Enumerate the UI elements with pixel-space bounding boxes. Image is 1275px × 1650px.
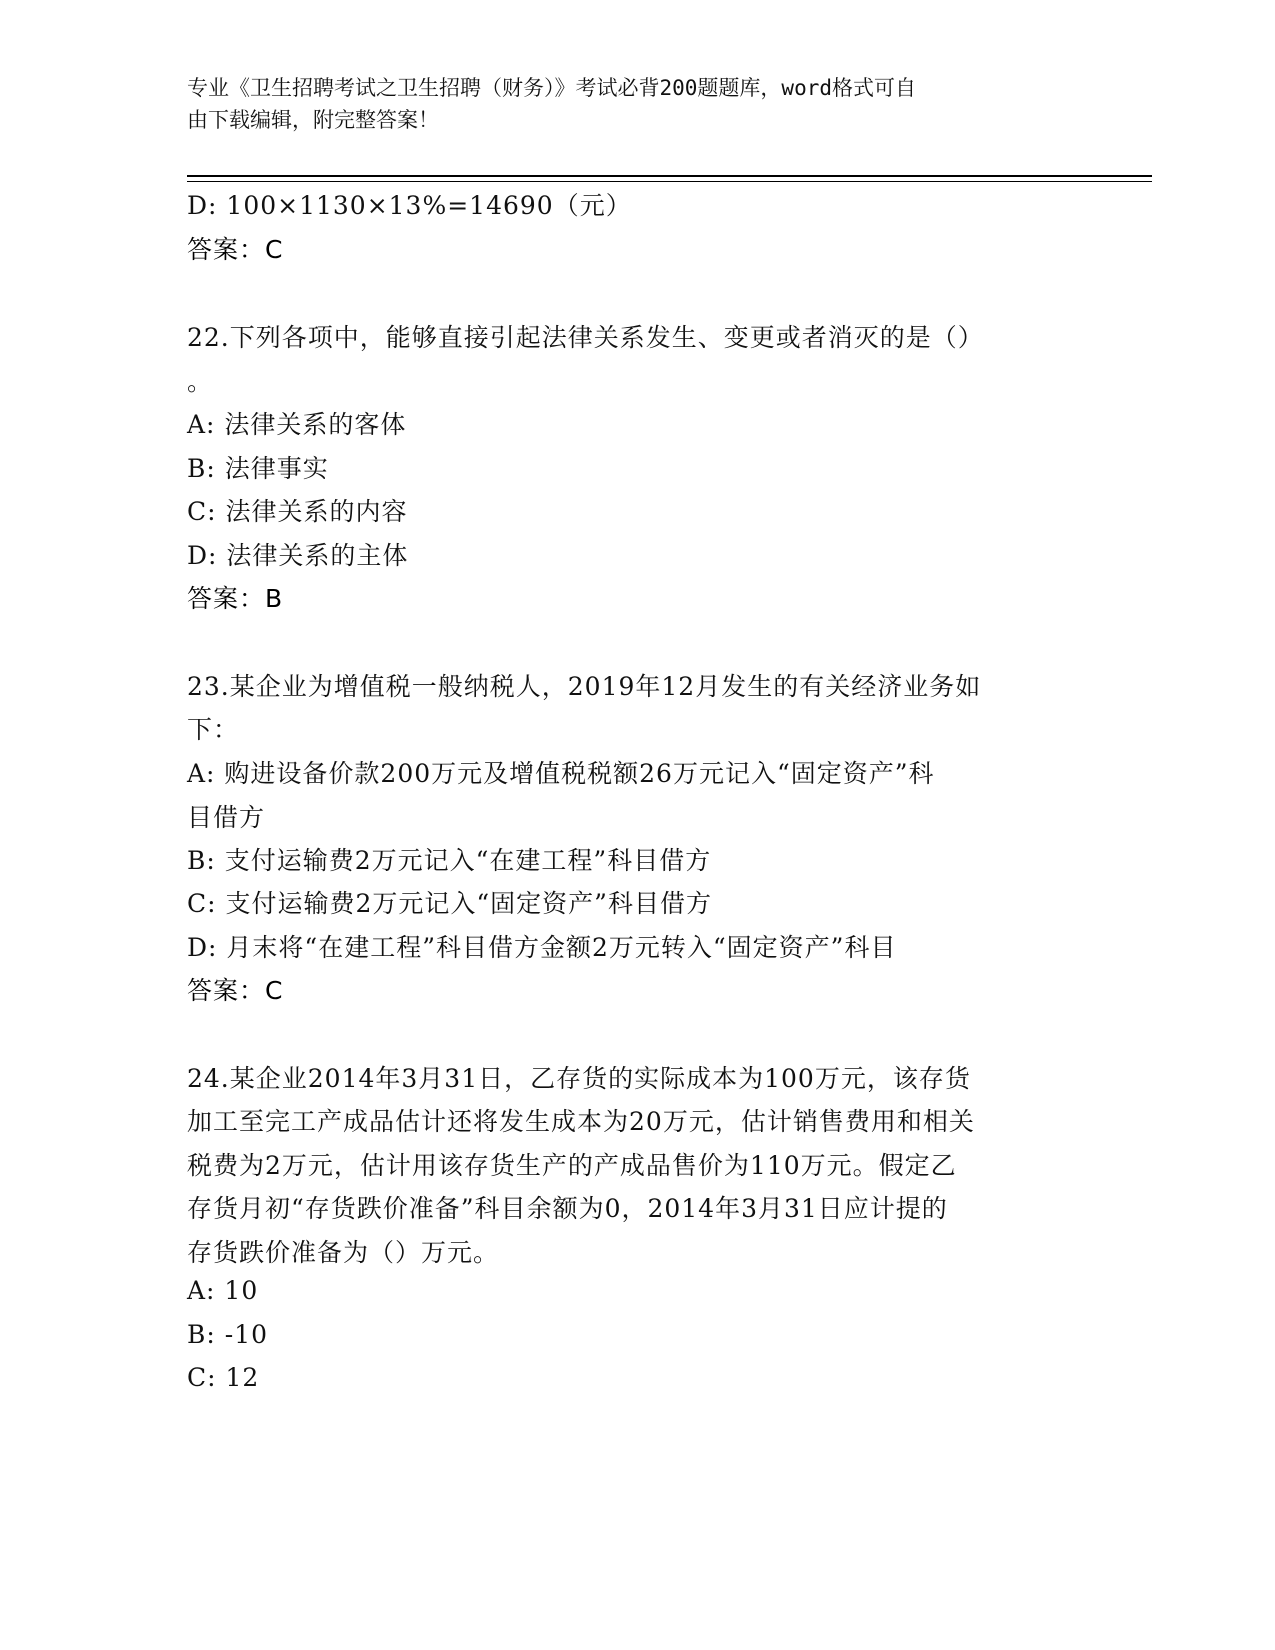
q23-option-d: D: 月末将“在建工程”科目借方金额2万元转入“固定资产”科目: [187, 933, 897, 962]
q22-stem-line-1: 22.下列各项中，能够直接引起法律关系发生、变更或者消灭的是（）: [187, 323, 984, 352]
q24-option-a: A: 10: [187, 1276, 259, 1305]
q24-stem-line-1: 24.某企业2014年3月31日，乙存货的实际成本为100万元，该存货: [187, 1064, 971, 1093]
q24-option-b: B: -10: [187, 1320, 268, 1349]
header-line-1: 专业《卫生招聘考试之卫生招聘（财务）》考试必背200题题库，word格式可自: [187, 76, 916, 100]
document-header: [187, 72, 1067, 136]
q21-answer: 答案：C: [187, 235, 284, 264]
header-divider-thick: [187, 175, 1152, 177]
q23-answer: 答案：C: [187, 976, 284, 1005]
q24-stem-line-3: 税费为2万元，估计用该存货生产的产成品售价为110万元。假定乙: [187, 1151, 957, 1180]
q23-stem-line-2: 下：: [187, 715, 240, 744]
q24-stem-line-2: 加工至完工产成品估计还将发生成本为20万元，估计销售费用和相关: [187, 1107, 975, 1136]
q23-option-b: B: 支付运输费2万元记入“在建工程”科目借方: [187, 846, 712, 875]
q24-stem-line-4: 存货月初“存货跌价准备”科目余额为0，2014年3月31日应计提的: [187, 1194, 948, 1223]
header-divider-thin: [187, 181, 1152, 182]
q23-option-c: C: 支付运输费2万元记入“固定资产”科目借方: [187, 889, 712, 918]
q22-stem-line-2: 。: [187, 367, 214, 396]
q22-option-b: B: 法律事实: [187, 454, 329, 483]
q22-answer: 答案：B: [187, 584, 284, 613]
q22-option-a: A: 法律关系的客体: [187, 410, 407, 439]
q23-option-a-line-2: 目借方: [187, 803, 266, 832]
q24-stem-line-5: 存货跌价准备为（）万元。: [187, 1238, 500, 1267]
q22-option-c: C: 法律关系的内容: [187, 497, 408, 526]
q23-stem-line-1: 23.某企业为增值税一般纳税人，2019年12月发生的有关经济业务如: [187, 672, 982, 701]
q21-option-d: D: 100×1130×13%=14690（元）: [187, 191, 632, 220]
q23-option-a-line-1: A: 购进设备价款200万元及增值税税额26万元记入“固定资产”科: [187, 759, 935, 788]
header-line-2: 由下载编辑，附完整答案！: [187, 108, 439, 132]
q22-option-d: D: 法律关系的主体: [187, 541, 409, 570]
q24-option-c: C: 12: [187, 1363, 260, 1392]
